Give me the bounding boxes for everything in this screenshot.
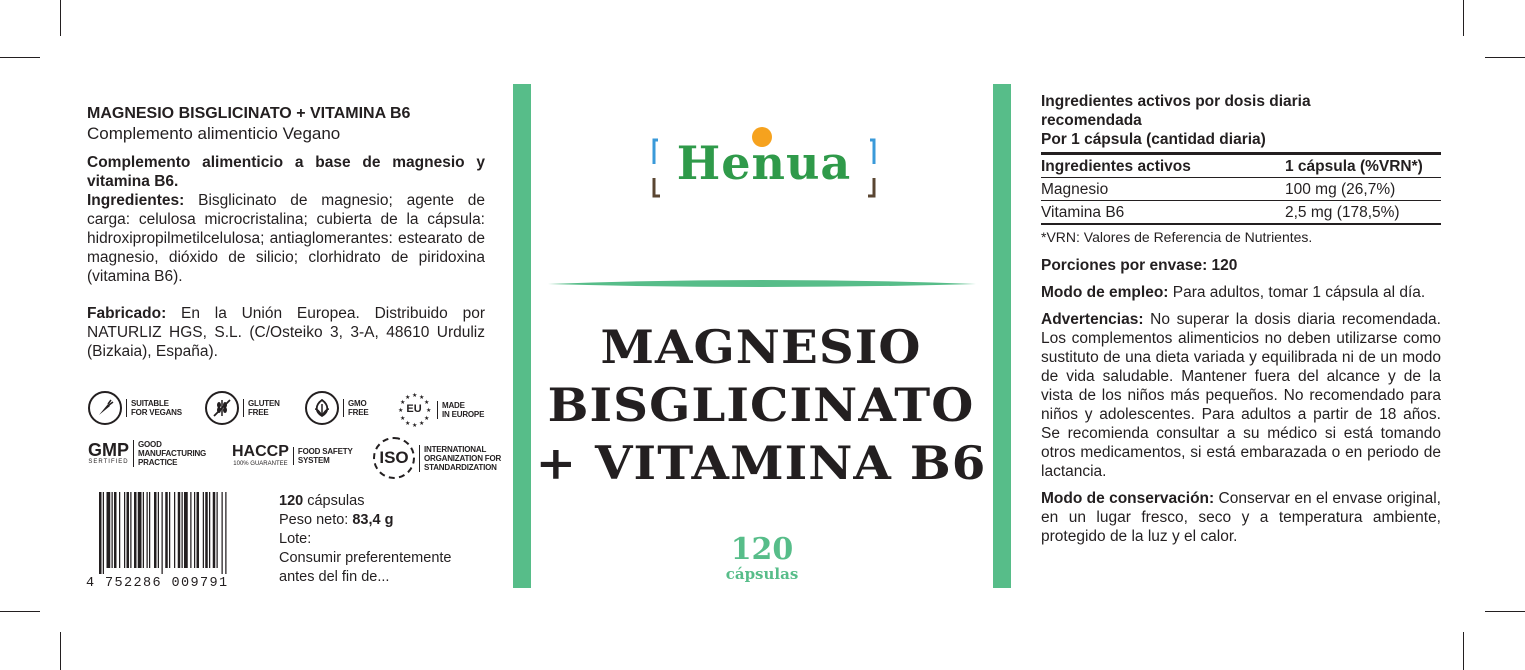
usage-text: Para adultos, tomar 1 cápsula al día. [1168, 284, 1426, 301]
gmo-free-badge [305, 391, 369, 425]
svg-text:★: ★ [400, 399, 406, 406]
barcode-bar [162, 492, 163, 574]
table-cell: Vitamina B6 [1041, 204, 1125, 221]
barcode-bar [147, 492, 148, 568]
svg-text:★: ★ [419, 394, 425, 401]
badge-line: GMO [348, 399, 367, 408]
badge-line: FOR VEGANS [131, 408, 182, 417]
product-name-line: + VITAMINA B6 [535, 436, 987, 490]
product-title: MAGNESIO BISGLICINATO + VITAMINA B6 [87, 105, 411, 122]
barcode-bar [114, 492, 117, 568]
barcode [99, 492, 263, 574]
haccp-mark: HACCP [232, 443, 289, 460]
made-in-europe-badge [395, 391, 484, 429]
divider-swoosh [548, 274, 976, 294]
haccp-badge [232, 443, 353, 468]
net-weight-line [279, 511, 479, 530]
nutrition-table [1041, 152, 1441, 225]
active-ingredients-heading: Ingredientes activos por dosis diaria recomendada [1041, 93, 1311, 129]
barcode-bar [217, 492, 218, 568]
badge-line: PRACTICE [138, 458, 178, 467]
table-header: Ingredientes activos [1041, 158, 1191, 175]
barcode-bar [194, 492, 195, 568]
crop-mark [60, 632, 61, 670]
svg-text:★: ★ [405, 394, 411, 401]
badge-line: SYSTEM [297, 455, 330, 465]
crop-mark [60, 0, 61, 36]
usage-paragraph [1041, 283, 1441, 302]
best-before: Consumir preferentemente antes del fin de... [279, 550, 452, 585]
barcode-bar [209, 492, 210, 568]
product-name-line: MAGNESIO [600, 320, 922, 374]
barcode-bar [174, 492, 175, 568]
barcode-bar [169, 492, 170, 568]
product-name [518, 318, 1003, 492]
quantity-unit: cápsulas [725, 565, 799, 583]
warnings-text: No superar la dosis diaria recomendada. Los complementos alimenticios no deben utilizarse como sustituto de una dieta variada y equilibrada ni de un modo de vida saludable. Mantener fuera del alcance y de la vista de los niños más pequeños. No recomendado para niños y adolescentes. Para adultos a partir de 18 años. Se recomienda consultar a su médico si está tomando otros medicamentos, si está embarazada o en periodo de lactancia. [1041, 311, 1441, 480]
barcode-bar [107, 492, 111, 568]
svg-text:★: ★ [398, 407, 404, 414]
barcode-bar [205, 492, 208, 568]
product-name-line: BISGLICINATO [547, 378, 975, 432]
capsule-quantity [690, 534, 834, 582]
dose-heading: Por 1 cápsula (cantidad diaria) [1041, 131, 1266, 148]
svg-text:★: ★ [400, 415, 406, 422]
iso-badge [373, 437, 501, 479]
wheat-icon [205, 391, 239, 425]
manufactured-label: Fabricado: [87, 305, 167, 322]
barcode-bar [138, 492, 142, 568]
iso-logo: ISO [373, 437, 415, 479]
svg-text:★: ★ [426, 407, 432, 414]
haccp-logo [232, 443, 289, 468]
storage-label: Modo de conservación: [1041, 490, 1215, 507]
barcode-bar [124, 492, 125, 568]
barcode-bar [154, 492, 157, 568]
badge-line: ORGANIZATION FOR [424, 453, 502, 463]
storage-paragraph [1041, 489, 1441, 546]
crop-mark [1463, 632, 1464, 670]
barcode-bar [112, 492, 113, 568]
barcode-bar [182, 492, 183, 568]
ingredients-text: Bisglicinato de magnesio; agente de carga: celulosa microcristalina; cubierta de la cápsula: hidroxipropilmetilcelulosa; antiaglomerantes: estearato de magnesio, dióxido de silicio; clorhidrato de piridoxina (vitamina B6). [87, 192, 485, 285]
table-header: 1 cápsula (%VRN*) [1285, 158, 1423, 175]
badge-line: MANUFACTURING [138, 449, 207, 458]
svg-text:★: ★ [412, 392, 418, 399]
badge-line: STANDARDIZATION [424, 462, 497, 472]
badge-line: INTERNATIONAL [424, 444, 487, 454]
barcode-bar [130, 492, 131, 568]
crop-mark [1463, 0, 1464, 36]
barcode-bar [222, 492, 223, 574]
barcode-bar [178, 492, 181, 568]
svg-text:★: ★ [424, 399, 430, 406]
manufactured-text: En la Unión Europea. Distribuido por NATURLIZ HGS, S.L. (C/Osteiko 3, 3-A, 48610 Urduliz (Bizkaia), España). [87, 305, 485, 360]
haccp-sub: 100% GUARANTEE [233, 461, 288, 467]
barcode-bar [143, 492, 144, 568]
brand-logo: Henua [676, 136, 852, 190]
net-weight-value: 83,4 g [352, 512, 394, 528]
barcode-bar [197, 492, 200, 568]
net-weight-label: Peso neto: [279, 512, 353, 528]
badge-line: IN EUROPE [442, 410, 485, 419]
capsules-count: 120 [279, 493, 304, 509]
barcode-digits: 4 752286 009791 [86, 576, 229, 591]
gmp-logo [88, 441, 129, 466]
eu-label: EU [406, 403, 422, 415]
crop-mark [0, 57, 40, 58]
crop-mark [0, 611, 40, 612]
barcode-bar [103, 492, 104, 574]
product-description: Complemento alimenticio a base de magnesio y vitamina B6. [87, 154, 485, 190]
barcode-bar [149, 492, 150, 568]
crop-mark [1485, 611, 1525, 612]
badge-line: MADE [442, 401, 465, 410]
ingredients-label: Ingredientes: [87, 192, 185, 209]
barcode-bar [127, 492, 130, 568]
quantity-number: 120 [730, 532, 794, 567]
barcode-bar [119, 492, 120, 568]
barcode-bar [158, 492, 159, 568]
barcode-bar [190, 492, 191, 568]
gmp-badge [88, 440, 206, 467]
badge-line: SUITABLE [131, 399, 169, 408]
gluten-free-badge [205, 391, 280, 425]
svg-text:★: ★ [412, 422, 418, 429]
badge-line: GOOD [138, 440, 162, 449]
barcode-bar [134, 492, 137, 568]
svg-text:★: ★ [424, 415, 430, 422]
badge-line: FOOD SAFETY [297, 446, 353, 456]
gmp-sub: SERTIFIED [88, 459, 129, 465]
vegan-badge [88, 391, 182, 425]
vrn-note: *VRN: Valores de Referencia de Nutrientes. [1041, 229, 1313, 245]
barcode-bar [213, 492, 216, 568]
table-cell: 100 mg (26,7%) [1285, 181, 1396, 198]
table-row [1041, 201, 1441, 225]
table-header-row [1041, 154, 1441, 178]
capsules-line [279, 492, 479, 511]
barcode-bar [165, 492, 168, 568]
product-subtitle: Complemento alimenticio Vegano [87, 124, 341, 143]
svg-text:★: ★ [405, 420, 411, 427]
servings: Porciones por envase: 120 [1041, 257, 1238, 274]
gmp-mark: GMP [88, 440, 130, 460]
table-cell: Magnesio [1041, 181, 1109, 198]
table-cell: 2,5 mg (178,5%) [1285, 204, 1400, 221]
badge-line: FREE [248, 408, 269, 417]
badge-line: FREE [348, 408, 369, 417]
crop-mark [1485, 57, 1525, 58]
manufacturer-paragraph [87, 304, 485, 361]
barcode-bar [184, 492, 188, 568]
carrot-icon [88, 391, 122, 425]
lot-label: Lote: [279, 531, 312, 547]
storage-text: Conservar en el envase original, en un lugar fresco, seco y a temperatura ambiente, protegido de la luz y el calor. [1041, 490, 1441, 545]
svg-text:★: ★ [419, 420, 425, 427]
badge-line: GLUTEN [248, 399, 280, 408]
ingredients-paragraph [87, 191, 485, 286]
barcode-bar [203, 492, 204, 568]
capsules-word: cápsulas [303, 493, 365, 509]
right-panel [1041, 92, 1441, 546]
table-row [1041, 178, 1441, 201]
package-info [279, 492, 479, 587]
usage-label: Modo de empleo: [1041, 284, 1169, 301]
left-panel [87, 104, 485, 361]
warnings-paragraph [1041, 310, 1441, 481]
barcode-bar [99, 492, 102, 574]
warnings-label: Advertencias: [1041, 311, 1144, 328]
barcode-bar [225, 492, 226, 574]
eu-stars-icon [395, 391, 433, 429]
leaf-icon [305, 391, 339, 425]
